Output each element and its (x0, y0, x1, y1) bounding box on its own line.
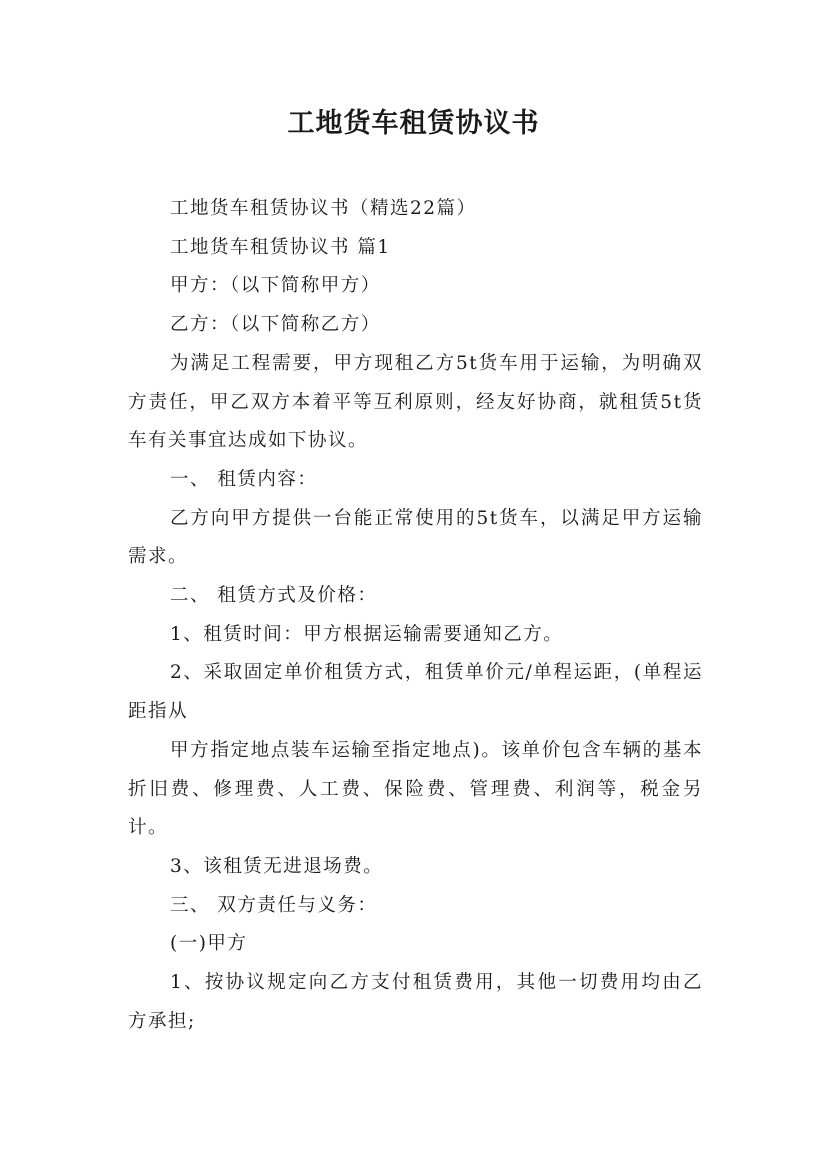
paragraph: (一)甲方 (170, 933, 248, 955)
paragraph: 1、租赁时间：甲方根据运输需要通知乙方。 (170, 623, 564, 645)
paragraph: 为满足工程需要，甲方现租乙方5t货车用于运输，为明确双方责任，甲乙双方本着平等互利原则，经友好协商，就租赁5t货车有关事宜达成如下协议。 (128, 352, 703, 452)
paragraph: 三、 双方责任与义务： (170, 894, 378, 916)
paragraph: 3、该租赁无进退场费。 (170, 855, 384, 877)
paragraph: 甲方：（以下简称甲方） (170, 275, 381, 297)
paragraph: 乙方向甲方提供一台能正常使用的5t货车，以满足甲方运输需求。 (128, 507, 703, 568)
paragraph: 工地货车租赁协议书 篇1 (170, 236, 391, 258)
document-title: 工地货车租赁协议书 (287, 108, 540, 139)
paragraph: 二、 租赁方式及价格： (170, 585, 378, 607)
paragraph: 2、采取固定单价租赁方式，租赁单价元/单程运距，(单程运距指从 (128, 662, 703, 723)
paragraph: 工地货车租赁协议书（精选22篇） (170, 198, 477, 219)
paragraph: 一、 租赁内容： (170, 468, 318, 490)
paragraph: 甲方指定地点装车运输至指定地点)。该单价包含车辆的基本折旧费、修理费、人工费、保险费、管理费、利润等，税金另计。 (128, 739, 703, 839)
paragraph: 1、按协议规定向乙方支付租赁费用，其他一切费用均由乙方承担; (128, 972, 703, 1032)
paragraph: 乙方：（以下简称乙方） (170, 314, 381, 336)
document-body (128, 190, 703, 1041)
